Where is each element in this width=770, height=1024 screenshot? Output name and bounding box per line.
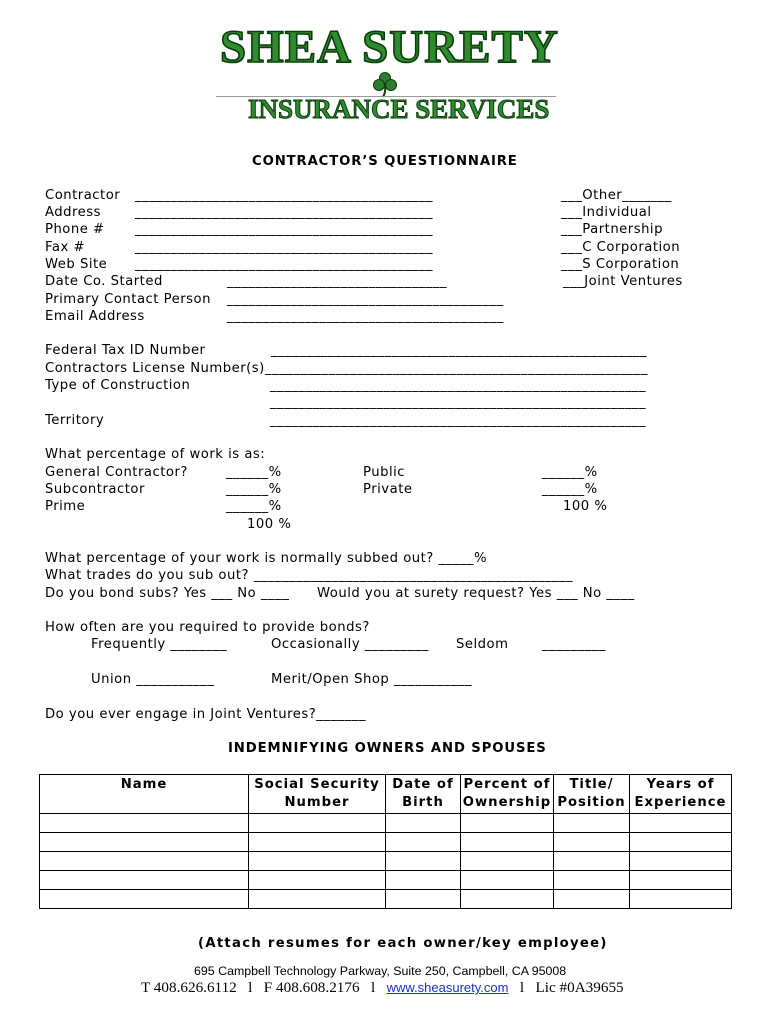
- email-label: Email Address: [45, 309, 145, 324]
- website-label: Web Site: [45, 257, 108, 272]
- public-label: Public: [363, 465, 406, 480]
- owner-cell[interactable]: [386, 871, 461, 890]
- owner-cell[interactable]: [461, 871, 554, 890]
- owner-cell[interactable]: [249, 871, 386, 890]
- address-label: Address: [45, 205, 102, 220]
- owner-cell[interactable]: [40, 871, 249, 890]
- contractor-field[interactable]: __________________________________________: [135, 188, 433, 203]
- general-contractor-field[interactable]: ______%: [226, 465, 282, 480]
- attach-resumes-note: (Attach resumes for each owner/key employee): [198, 936, 608, 951]
- entity-partnership[interactable]: ___Partnership: [561, 222, 663, 237]
- general-contractor-label: General Contractor?: [45, 465, 188, 480]
- website-field[interactable]: __________________________________________: [135, 257, 433, 272]
- primary-contact-label: Primary Contact Person: [45, 292, 211, 307]
- col-dob: Date of Birth: [386, 775, 461, 814]
- public-private-total: 100 %: [563, 499, 608, 514]
- contractor-type-total: 100 %: [247, 517, 292, 532]
- footer-separator: l: [248, 979, 253, 996]
- owner-cell[interactable]: [386, 852, 461, 871]
- bond-subs-question[interactable]: Do you bond subs? Yes ___ No ____: [45, 586, 290, 601]
- footer-license: Lic #0A39655: [535, 979, 624, 996]
- owner-cell[interactable]: [386, 814, 461, 833]
- subbed-out-question[interactable]: What percentage of your work is normally subbed out? _____%: [45, 551, 487, 566]
- owner-cell[interactable]: [461, 890, 554, 909]
- private-field[interactable]: ______%: [542, 482, 598, 497]
- col-title: Title/ Position: [554, 775, 630, 814]
- footer-address: 695 Campbell Technology Parkway, Suite 250, Campbell, CA 95008: [194, 964, 567, 978]
- owner-row: [40, 852, 732, 871]
- union-option[interactable]: Union ___________: [91, 672, 215, 687]
- footer-fax: F 408.608.2176: [263, 979, 360, 996]
- license-field[interactable]: ______________________________________________________: [265, 361, 649, 376]
- construction-type-field[interactable]: _____________________________________________________: [270, 378, 646, 393]
- owner-cell[interactable]: [386, 833, 461, 852]
- owner-cell[interactable]: [40, 890, 249, 909]
- fax-label: Fax #: [45, 240, 86, 255]
- entity-joint-ventures[interactable]: ___Joint Ventures: [563, 274, 683, 289]
- email-field[interactable]: _______________________________________: [227, 309, 504, 324]
- owner-cell[interactable]: [554, 814, 630, 833]
- date-started-label: Date Co. Started: [45, 274, 163, 289]
- construction-type-field-2[interactable]: _____________________________________________________: [270, 395, 646, 410]
- contractor-label: Contractor: [45, 188, 121, 203]
- form-title: CONTRACTOR’S QUESTIONNAIRE: [252, 154, 518, 169]
- phone-field[interactable]: __________________________________________: [135, 222, 433, 237]
- owners-table-header: [40, 775, 732, 814]
- work-percent-question: What percentage of work is as:: [45, 447, 266, 462]
- tax-id-field[interactable]: _____________________________________________________: [271, 343, 647, 358]
- owner-cell[interactable]: [630, 833, 732, 852]
- col-name: Name: [40, 775, 249, 814]
- license-label: Contractors License Number(s): [45, 361, 265, 376]
- date-started-field[interactable]: _______________________________: [227, 274, 447, 289]
- frequently-option[interactable]: Frequently ________: [91, 637, 228, 652]
- owner-cell[interactable]: [249, 833, 386, 852]
- owner-row: [40, 833, 732, 852]
- footer-separator: l: [370, 979, 376, 996]
- owner-cell[interactable]: [461, 814, 554, 833]
- prime-label: Prime: [45, 499, 86, 514]
- col-ownership: Percent of Ownership: [461, 775, 554, 814]
- brand-subtitle: INSURANCE SERVICES: [248, 94, 550, 124]
- phone-label: Phone #: [45, 222, 105, 237]
- seldom-label: Seldom: [456, 637, 509, 652]
- website-link[interactable]: www.sheasurety.com: [386, 980, 509, 995]
- trades-question[interactable]: What trades do you sub out? _____________________________________________: [45, 568, 573, 583]
- territory-field[interactable]: _____________________________________________________: [270, 413, 646, 428]
- private-label: Private: [363, 482, 413, 497]
- owner-cell[interactable]: [40, 833, 249, 852]
- owners-table: [39, 774, 732, 909]
- owner-cell[interactable]: [554, 852, 630, 871]
- brand-name: SHEA SURETY: [220, 21, 559, 73]
- owner-cell[interactable]: [386, 890, 461, 909]
- owners-section-title: INDEMNIFYING OWNERS AND SPOUSES: [228, 741, 547, 756]
- fax-field[interactable]: __________________________________________: [135, 240, 433, 255]
- subcontractor-label: Subcontractor: [45, 482, 145, 497]
- subcontractor-field[interactable]: ______%: [226, 482, 282, 497]
- owner-cell[interactable]: [630, 871, 732, 890]
- entity-individual[interactable]: ___Individual: [561, 205, 652, 220]
- owner-row: [40, 871, 732, 890]
- footer-contact-line: [141, 979, 624, 997]
- tax-id-label: Federal Tax ID Number: [45, 343, 206, 358]
- owner-cell[interactable]: [461, 833, 554, 852]
- owner-row: [40, 814, 732, 833]
- owner-cell[interactable]: [249, 890, 386, 909]
- footer-separator: l: [519, 979, 525, 996]
- joint-ventures-question[interactable]: Do you ever engage in Joint Ventures?_______: [45, 707, 366, 722]
- owner-cell[interactable]: [40, 852, 249, 871]
- footer-phone: T 408.626.6112: [141, 979, 237, 996]
- owner-cell[interactable]: [554, 833, 630, 852]
- owner-cell[interactable]: [630, 890, 732, 909]
- owner-cell[interactable]: [554, 871, 630, 890]
- col-ssn: Social Security Number: [249, 775, 386, 814]
- owner-cell[interactable]: [40, 814, 249, 833]
- surety-request-question[interactable]: Would you at surety request? Yes ___ No ____: [317, 586, 635, 601]
- primary-contact-field[interactable]: _______________________________________: [227, 292, 504, 307]
- prime-field[interactable]: ______%: [226, 499, 282, 514]
- seldom-field[interactable]: _________: [542, 637, 606, 652]
- territory-label: Territory: [45, 413, 105, 428]
- merit-shop-option[interactable]: Merit/Open Shop ___________: [271, 672, 472, 687]
- public-field[interactable]: ______%: [542, 465, 598, 480]
- owner-cell[interactable]: [249, 852, 386, 871]
- entity-other[interactable]: ___Other_______: [561, 188, 672, 203]
- owner-cell[interactable]: [630, 814, 732, 833]
- owner-cell[interactable]: [630, 852, 732, 871]
- address-field[interactable]: __________________________________________: [135, 205, 433, 220]
- bonds-question: How often are you required to provide bonds?: [45, 620, 370, 635]
- owner-cell[interactable]: [249, 814, 386, 833]
- owner-cell[interactable]: [554, 890, 630, 909]
- col-experience: Years of Experience: [630, 775, 732, 814]
- occasionally-option[interactable]: Occasionally _________: [271, 637, 429, 652]
- entity-c-corporation[interactable]: ___C Corporation: [561, 240, 681, 255]
- owner-cell[interactable]: [461, 852, 554, 871]
- owner-row: [40, 890, 732, 909]
- entity-s-corporation[interactable]: ___S Corporation: [561, 257, 680, 272]
- construction-type-label: Type of Construction: [45, 378, 191, 393]
